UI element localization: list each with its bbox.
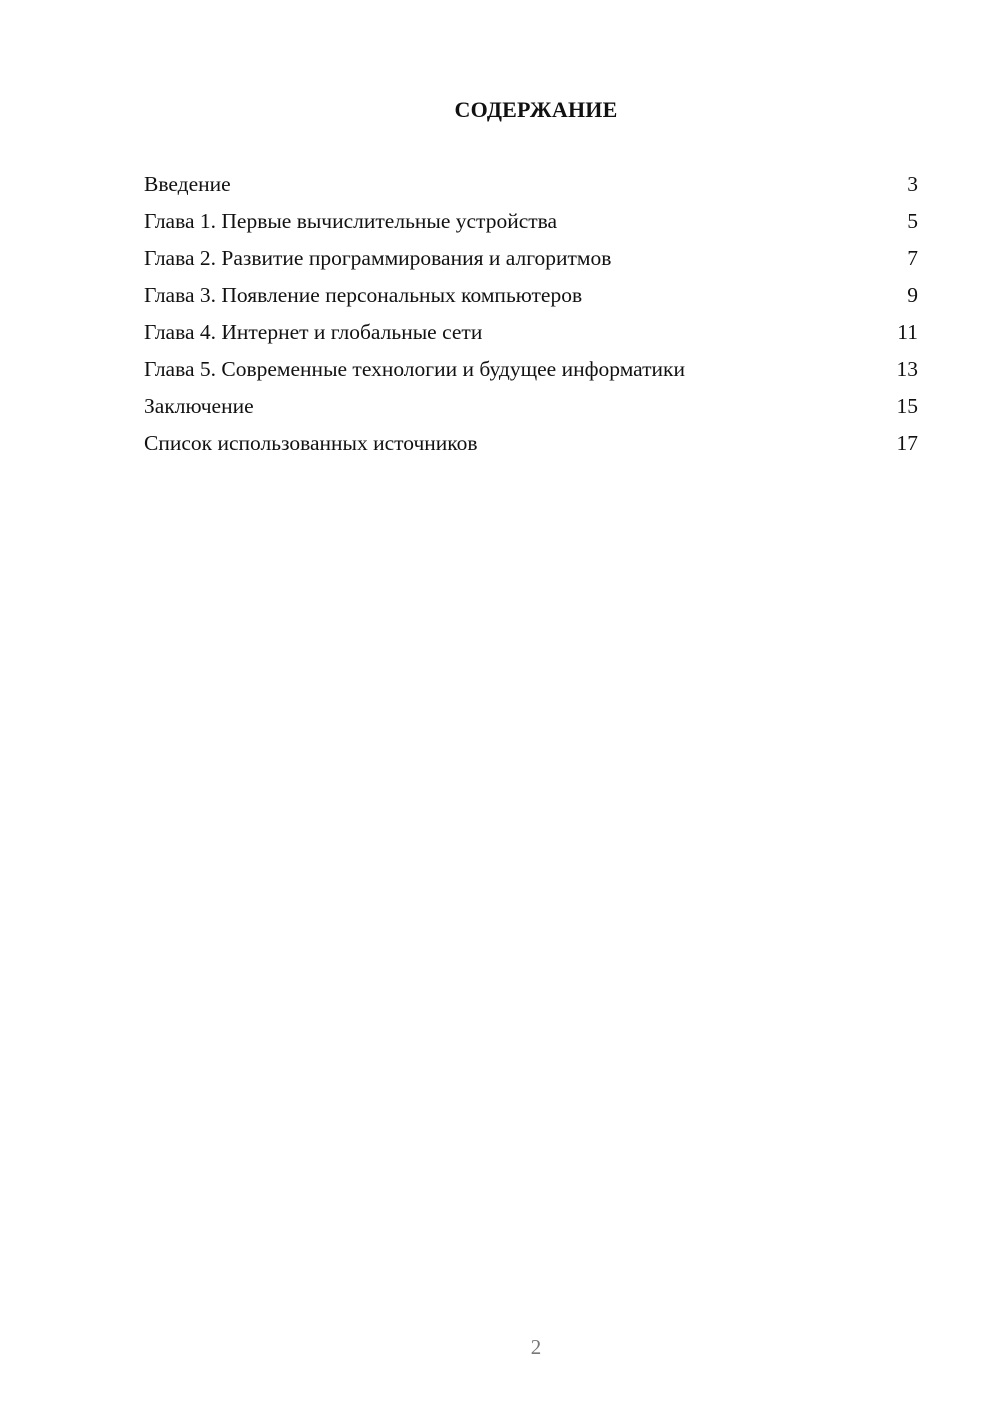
toc-item-title: Заключение [144, 394, 254, 418]
toc-item-title: Глава 3. Появление персональных компьютеров [144, 283, 583, 307]
toc-item-title: Глава 5. Современные технологии и будущее информатики [144, 357, 686, 381]
toc-item-title: Список использованных источников [144, 431, 478, 455]
table-of-contents [144, 170, 918, 466]
toc-item-page: 7 [907, 246, 918, 270]
toc-item-title: Глава 2. Развитие программирования и алгоритмов [144, 246, 612, 270]
toc-item-page: 15 [896, 394, 918, 418]
toc-item[interactable] [144, 281, 918, 318]
toc-item[interactable] [144, 170, 918, 207]
toc-item-page: 17 [896, 431, 918, 455]
toc-item[interactable] [144, 244, 918, 281]
toc-item-page: 13 [896, 357, 918, 381]
page-number: 2 [530, 1335, 542, 1359]
toc-item-page: 9 [907, 283, 918, 307]
toc-item[interactable] [144, 429, 918, 466]
toc-item[interactable] [144, 355, 918, 392]
toc-item-page: 11 [897, 320, 918, 344]
toc-item[interactable] [144, 318, 918, 355]
toc-item[interactable] [144, 207, 918, 244]
toc-item-title: Введение [144, 172, 231, 196]
page-title: СОДЕРЖАНИЕ [454, 97, 618, 122]
toc-item[interactable] [144, 392, 918, 429]
toc-item-page: 5 [907, 209, 918, 233]
toc-item-title: Глава 4. Интернет и глобальные сети [144, 320, 483, 344]
toc-item-page: 3 [907, 172, 918, 196]
toc-item-title: Глава 1. Первые вычислительные устройства [144, 209, 558, 233]
